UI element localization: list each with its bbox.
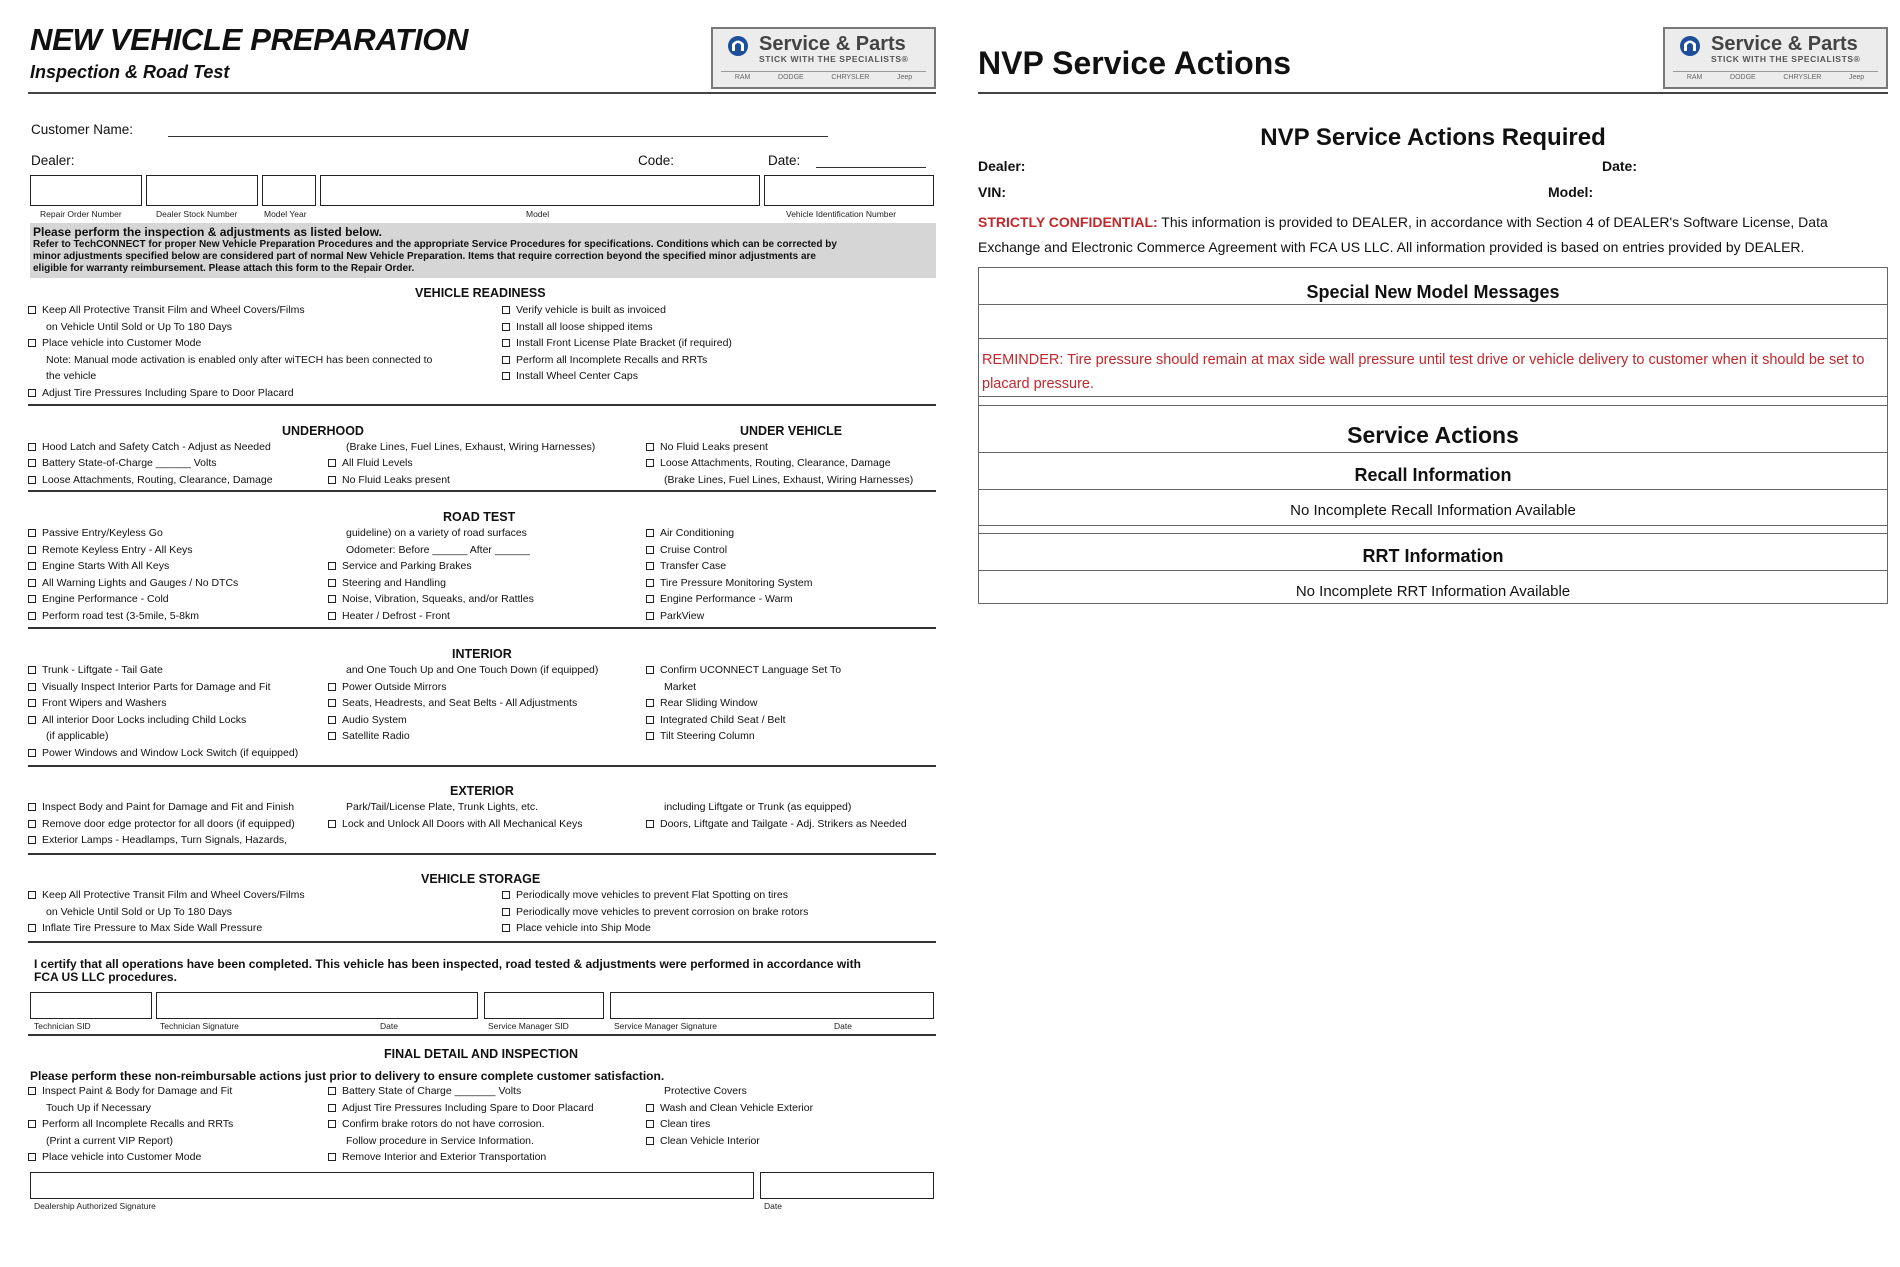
checkbox-icon: [28, 683, 36, 691]
checklist-item[interactable]: Remote Keyless Entry - All Keys: [28, 544, 193, 556]
checkbox-icon: [646, 595, 654, 603]
dealer-label: Dealer:: [978, 158, 1026, 174]
checklist-item[interactable]: Tire Pressure Monitoring System: [646, 577, 813, 589]
checkbox-icon: [646, 529, 654, 537]
underhood-section: [28, 408, 936, 492]
checkbox-icon: [28, 699, 36, 707]
checklist-item[interactable]: Tilt Steering Column: [646, 730, 755, 742]
divider: [978, 533, 1888, 534]
checklist-item[interactable]: Place vehicle into Customer Mode: [28, 337, 201, 349]
form-header: [28, 0, 936, 94]
section-title: INTERIOR: [452, 647, 512, 661]
brand-chrysler: CHRYSLER: [831, 74, 870, 81]
confidential-label: STRICTLY CONFIDENTIAL:: [978, 214, 1158, 230]
checkbox-icon: [28, 595, 36, 603]
checklist-item[interactable]: All Warning Lights and Gauges / No DTCs: [28, 577, 238, 589]
checkbox-icon: [28, 339, 36, 347]
divider: [978, 525, 1888, 526]
interior-section: [28, 631, 936, 767]
checkbox-icon: [502, 306, 510, 314]
vehicle-storage-section: [28, 857, 936, 943]
instruction-title: Please perform the inspection & adjustments as listed below.: [33, 225, 382, 239]
checklist-item[interactable]: Remove door edge protector for all doors (if equipped): [28, 818, 295, 830]
checkbox-icon: [328, 1153, 336, 1161]
checkbox-icon: [646, 443, 654, 451]
vin-box[interactable]: [764, 175, 934, 206]
report-heading: NVP Service Actions Required: [1260, 124, 1606, 151]
final-date-caption: Date: [764, 1201, 782, 1211]
checkbox-icon: [28, 1120, 36, 1128]
checklist-item[interactable]: Exterior Lamps - Headlamps, Turn Signals, Hazards,: [28, 834, 287, 846]
customer-name-label: Customer Name:: [31, 122, 134, 137]
checkbox-icon: [646, 612, 654, 620]
checklist-item[interactable]: Satellite Radio: [328, 730, 410, 742]
checkbox-icon: [328, 595, 336, 603]
item-note: Protective Covers: [664, 1085, 747, 1097]
checkbox-icon: [28, 749, 36, 757]
item-note: (Brake Lines, Fuel Lines, Exhaust, Wiring Harnesses): [664, 474, 914, 486]
nvp-inspection-form: [28, 0, 936, 1230]
checkbox-icon: [502, 908, 510, 916]
checkbox-icon: [646, 666, 654, 674]
checklist-item[interactable]: Power Outside Mirrors: [328, 681, 446, 693]
rrt-information-title: RRT Information: [1362, 546, 1504, 566]
checkbox-icon: [646, 1120, 654, 1128]
checkbox-icon: [328, 732, 336, 740]
checklist-item[interactable]: Doors, Liftgate and Tailgate - Adj. Strikers as Needed: [646, 818, 907, 830]
dealer-stock-caption: Dealer Stock Number: [156, 209, 238, 219]
checkbox-icon: [28, 546, 36, 554]
logo-brands-row: [1673, 71, 1878, 83]
item-note: (if applicable): [46, 730, 109, 742]
checkbox-icon: [328, 699, 336, 707]
brand-ram: RAM: [1686, 74, 1703, 81]
date-label: Date:: [1602, 158, 1638, 174]
date-line[interactable]: [816, 167, 926, 168]
model-box[interactable]: [320, 175, 760, 206]
repair-order-caption: Repair Order Number: [40, 209, 122, 219]
checklist-item[interactable]: Transfer Case: [646, 560, 726, 572]
checkbox-icon: [28, 476, 36, 484]
confidential-notice: [978, 210, 1883, 260]
checklist-item[interactable]: Loose Attachments, Routing, Clearance, Damage: [646, 457, 891, 469]
checklist-item[interactable]: Inflate Tire Pressure to Max Side Wall Pressure: [28, 922, 262, 934]
technician-signature-box[interactable]: [156, 992, 478, 1019]
checklist-item[interactable]: Engine Starts With All Keys: [28, 560, 169, 572]
checkbox-icon: [28, 924, 36, 932]
exterior-section: [28, 769, 936, 855]
checkbox-icon: [28, 666, 36, 674]
checklist-item[interactable]: Lock and Unlock All Doors with All Mechanical Keys: [328, 818, 582, 830]
technician-signature-caption: Technician Signature: [160, 1021, 239, 1031]
item-note: Follow procedure in Service Information.: [346, 1135, 534, 1147]
brand-jeep: Jeep: [1848, 74, 1865, 81]
mopar-logo-icon: [1673, 35, 1707, 61]
checkbox-icon: [646, 562, 654, 570]
checkbox-icon: [28, 836, 36, 844]
checklist-item[interactable]: Adjust Tire Pressures Including Spare to Door Placard: [28, 387, 294, 399]
checklist-item[interactable]: All Fluid Levels: [328, 457, 413, 469]
checkbox-icon: [502, 339, 510, 347]
checkbox-icon: [328, 1120, 336, 1128]
checkbox-icon: [646, 459, 654, 467]
item-note: and One Touch Up and One Touch Down (if equipped): [346, 664, 599, 676]
checkbox-icon: [328, 579, 336, 587]
checkbox-icon: [28, 562, 36, 570]
checklist-item[interactable]: Perform road test (3-5mile, 5-8km: [28, 610, 199, 622]
dealer-label: Dealer:: [31, 153, 75, 168]
item-note: Park/Tail/License Plate, Trunk Lights, etc.: [346, 801, 539, 813]
form-title: NEW VEHICLE PREPARATION: [30, 22, 469, 57]
divider: [28, 1034, 936, 1036]
checkbox-icon: [646, 546, 654, 554]
service-manager-signature-caption: Service Manager Signature: [614, 1021, 718, 1031]
service-parts-logo: [1663, 27, 1888, 89]
checklist-item[interactable]: Place vehicle into Ship Mode: [502, 922, 651, 934]
checklist-item[interactable]: Place vehicle into Customer Mode: [28, 1151, 201, 1163]
checkbox-icon: [28, 716, 36, 724]
checklist-item[interactable]: Remove Interior and Exterior Transportation: [328, 1151, 546, 1163]
brand-ram: RAM: [734, 74, 751, 81]
nvp-service-actions-report: [978, 0, 1888, 620]
odometer-line: Odometer: Before ______ After ______: [346, 544, 530, 556]
checklist-item[interactable]: Install Front License Plate Bracket (if required): [502, 337, 732, 349]
checklist-item[interactable]: Periodically move vehicles to prevent Flat Spotting on tires: [502, 889, 788, 901]
item-note: Market: [664, 681, 697, 693]
vin-caption: Vehicle Identification Number: [786, 209, 897, 219]
checkbox-icon: [328, 612, 336, 620]
checkbox-icon: [646, 716, 654, 724]
date-label: Date:: [768, 153, 801, 168]
logo-brands-row: [721, 71, 926, 83]
report-title: NVP Service Actions: [978, 45, 1292, 81]
mopar-logo-icon: [721, 35, 755, 61]
repair-order-box[interactable]: [30, 175, 142, 206]
checkbox-icon: [28, 459, 36, 467]
final-date-box[interactable]: [760, 1172, 934, 1199]
checkbox-icon: [28, 579, 36, 587]
item-note: Touch Up if Necessary: [46, 1102, 152, 1114]
checklist-item[interactable]: Keep All Protective Transit Film and Wheel Covers/Films: [28, 304, 305, 316]
checkbox-icon: [502, 372, 510, 380]
checklist-item[interactable]: No Fluid Leaks present: [646, 441, 768, 453]
checklist-item[interactable]: Clean Vehicle Interior: [646, 1135, 760, 1147]
model-year-box[interactable]: [262, 175, 316, 206]
vehicle-readiness-section: [28, 280, 936, 406]
instruction-line-3: eligible for warranty reimbursement. Please attach this form to the Repair Order.: [33, 263, 415, 274]
tire-pressure-reminder: REMINDER: Tire pressure should remain at max side wall pressure until test drive or vehicle delivery to customer when it should be set to placard pressure.: [982, 352, 1865, 392]
model-label: Model:: [1548, 184, 1594, 200]
checklist-item[interactable]: Battery State-of-Charge ______ Volts: [28, 457, 217, 469]
checkbox-icon: [328, 476, 336, 484]
section-title: UNDER VEHICLE: [740, 424, 843, 438]
checklist-item[interactable]: Seats, Headrests, and Seat Belts - All Adjustments: [328, 697, 577, 709]
checkbox-icon: [646, 1137, 654, 1145]
checkbox-icon: [646, 579, 654, 587]
checklist-item[interactable]: Battery State of Charge _______ Volts: [328, 1085, 521, 1097]
service-parts-logo: [711, 27, 936, 89]
logo-brand: Service & Parts: [759, 33, 906, 55]
vin-label: VIN:: [978, 184, 1006, 200]
final-detail-intro: Please perform these non-reimbursable actions just prior to delivery to ensure complete customer satisfaction.: [30, 1069, 665, 1083]
service-manager-sid-box[interactable]: [484, 992, 604, 1019]
model-year-caption: Model Year: [264, 209, 307, 219]
checklist-item[interactable]: Trunk - Liftgate - Tail Gate: [28, 664, 163, 676]
checkbox-icon: [328, 562, 336, 570]
brand-dodge: DODGE: [1730, 74, 1756, 81]
road-test-section: [28, 494, 936, 629]
instruction-band: [30, 223, 936, 278]
checklist-item[interactable]: Audio System: [328, 714, 407, 726]
item-note: including Liftgate or Trunk (as equipped): [664, 801, 852, 813]
brand-jeep: Jeep: [896, 74, 913, 81]
checkbox-icon: [28, 389, 36, 397]
checklist-item[interactable]: No Fluid Leaks present: [328, 474, 450, 486]
model-caption: Model: [526, 209, 550, 219]
checklist-item[interactable]: Periodically move vehicles to prevent corrosion on brake rotors: [502, 906, 808, 918]
service-manager-signature-box[interactable]: [610, 992, 934, 1019]
checkbox-icon: [502, 356, 510, 364]
checklist-item[interactable]: Engine Performance - Warm: [646, 593, 793, 605]
checkbox-icon: [502, 323, 510, 331]
checkbox-icon: [28, 612, 36, 620]
checklist-item[interactable]: Confirm UCONNECT Language Set To: [646, 664, 841, 676]
brand-dodge: DODGE: [778, 74, 804, 81]
checkbox-icon: [328, 459, 336, 467]
checklist-item[interactable]: Inspect Body and Paint for Damage and Fit and Finish: [28, 801, 294, 813]
checkbox-icon: [328, 683, 336, 691]
checkbox-icon: [328, 1104, 336, 1112]
final-detail-title: FINAL DETAIL AND INSPECTION: [384, 1047, 578, 1061]
checklist-item[interactable]: Clean tires: [646, 1118, 710, 1130]
checklist-item[interactable]: Steering and Handling: [328, 577, 446, 589]
checkbox-icon: [28, 820, 36, 828]
checkbox-icon: [28, 529, 36, 537]
checklist-item[interactable]: Noise, Vibration, Squeaks, and/or Rattles: [328, 593, 534, 605]
section-title: VEHICLE STORAGE: [421, 872, 541, 886]
checklist-item[interactable]: Install Wheel Center Caps: [502, 370, 638, 382]
checklist-item[interactable]: Front Wipers and Washers: [28, 697, 166, 709]
checkbox-icon: [28, 1153, 36, 1161]
special-messages-title: Special New Model Messages: [1306, 282, 1560, 302]
divider: [978, 338, 1888, 339]
checklist-item[interactable]: All interior Door Locks including Child Locks: [28, 714, 246, 726]
recall-information-text: No Incomplete Recall Information Available: [1290, 502, 1576, 519]
section-title: UNDERHOOD: [282, 424, 364, 438]
item-note: (Brake Lines, Fuel Lines, Exhaust, Wiring Harnesses): [346, 441, 596, 453]
section-title: VEHICLE READINESS: [415, 286, 546, 300]
checklist-item[interactable]: Wash and Clean Vehicle Exterior: [646, 1102, 813, 1114]
confidential-text: This information is provided to DEALER, in accordance with Section 4 of DEALER's Software License, Data Exchange and Electronic Commerce Agreement with FCA US LLC. All information provided is based on entries provided by DEALER.: [978, 214, 1828, 255]
checkbox-icon: [28, 306, 36, 314]
checkbox-icon: [646, 699, 654, 707]
service-manager-sid-caption: Service Manager SID: [488, 1021, 569, 1031]
divider: [978, 304, 1888, 305]
checklist-item[interactable]: Service and Parking Brakes: [328, 560, 472, 572]
checklist-item[interactable]: Rear Sliding Window: [646, 697, 757, 709]
service-actions-title: Service Actions: [1347, 422, 1519, 448]
item-note: guideline) on a variety of road surfaces: [346, 527, 527, 539]
report-header: [978, 0, 1888, 94]
checklist-item[interactable]: Install all loose shipped items: [502, 321, 653, 333]
checklist-item[interactable]: Inspect Paint & Body for Damage and Fit: [28, 1085, 232, 1097]
instruction-line-2: minor adjustments specified below are considered part of normal New Vehicle Preparation. Items that require correction beyond the specified minor adjustments are: [33, 251, 816, 262]
checklist-item[interactable]: Power Windows and Window Lock Switch (if equipped): [28, 747, 298, 759]
logo-tagline: STICK WITH THE SPECIALISTS®: [759, 54, 909, 64]
checkbox-icon: [28, 891, 36, 899]
item-note: on Vehicle Until Sold or Up To 180 Days: [46, 321, 232, 333]
checkbox-icon: [28, 443, 36, 451]
recall-information-title: Recall Information: [1354, 465, 1512, 485]
divider: [978, 489, 1888, 490]
checklist-item[interactable]: Perform all Incomplete Recalls and RRTs: [502, 354, 707, 366]
customer-name-line[interactable]: [168, 136, 828, 137]
checklist-item[interactable]: Passive Entry/Keyless Go: [28, 527, 163, 539]
checklist-item[interactable]: Air Conditioning: [646, 527, 734, 539]
checkbox-icon: [502, 891, 510, 899]
checklist-item[interactable]: Perform all Incomplete Recalls and RRTs: [28, 1118, 233, 1130]
code-label: Code:: [638, 153, 675, 168]
rrt-information-text: No Incomplete RRT Information Available: [1295, 583, 1571, 600]
checklist-item[interactable]: ParkView: [646, 610, 704, 622]
item-note: on Vehicle Until Sold or Up To 180 Days: [46, 906, 232, 918]
checkbox-icon: [328, 820, 336, 828]
service-manager-date-caption: Date: [834, 1021, 852, 1031]
item-note: (Print a current VIP Report): [46, 1135, 174, 1147]
logo-brand: Service & Parts: [1711, 33, 1858, 55]
divider: [978, 405, 1888, 406]
logo-tagline: STICK WITH THE SPECIALISTS®: [1711, 54, 1861, 64]
divider: [978, 452, 1888, 453]
checklist-item[interactable]: Verify vehicle is built as invoiced: [502, 304, 666, 316]
checkbox-icon: [328, 716, 336, 724]
checkbox-icon: [646, 732, 654, 740]
item-note: the vehicle: [46, 370, 97, 382]
checklist-item[interactable]: Hood Latch and Safety Catch - Adjust as Needed: [28, 441, 271, 453]
checkbox-icon: [646, 820, 654, 828]
brand-chrysler: CHRYSLER: [1783, 74, 1822, 81]
section-title: EXTERIOR: [450, 784, 514, 798]
checkbox-icon: [328, 1087, 336, 1095]
checklist-item[interactable]: Cruise Control: [646, 544, 727, 556]
technician-date-caption: Date: [380, 1021, 398, 1031]
certification-statement: I certify that all operations have been completed. This vehicle has been inspected, road tested & adjustments were performed in accordance with FCA US LLC procedures.: [34, 957, 861, 984]
checklist-item[interactable]: Engine Performance - Cold: [28, 593, 169, 605]
checklist-item[interactable]: Heater / Defrost - Front: [328, 610, 450, 622]
dealership-signature-box[interactable]: [30, 1172, 754, 1199]
checkbox-icon: [28, 1087, 36, 1095]
checklist-item[interactable]: Integrated Child Seat / Belt: [646, 714, 786, 726]
checklist-item[interactable]: Visually Inspect Interior Parts for Damage and Fit: [28, 681, 271, 693]
section-title: ROAD TEST: [443, 510, 516, 524]
dealership-signature-caption: Dealership Authorized Signature: [34, 1201, 156, 1211]
checkbox-icon: [502, 924, 510, 932]
checklist-item[interactable]: Loose Attachments, Routing, Clearance, Damage: [28, 474, 273, 486]
technician-sid-box[interactable]: [30, 992, 152, 1019]
dealer-stock-box[interactable]: [146, 175, 258, 206]
divider: [978, 570, 1888, 571]
divider: [978, 396, 1888, 397]
instruction-line-1: Refer to TechCONNECT for proper New Vehicle Preparation Procedures and the appropriate Service Procedures for specifications. Conditions which can be corrected by: [33, 239, 837, 250]
item-note: Note: Manual mode activation is enabled only after wiTECH has been connected to: [46, 354, 433, 366]
checklist-item[interactable]: Keep All Protective Transit Film and Wheel Covers/Films: [28, 889, 305, 901]
checkbox-icon: [28, 803, 36, 811]
technician-sid-caption: Technician SID: [34, 1021, 91, 1031]
form-subtitle: Inspection & Road Test: [30, 62, 230, 82]
checklist-item[interactable]: Adjust Tire Pressures Including Spare to Door Placard: [328, 1102, 594, 1114]
checkbox-icon: [646, 1104, 654, 1112]
checklist-item[interactable]: Confirm brake rotors do not have corrosion.: [328, 1118, 545, 1130]
